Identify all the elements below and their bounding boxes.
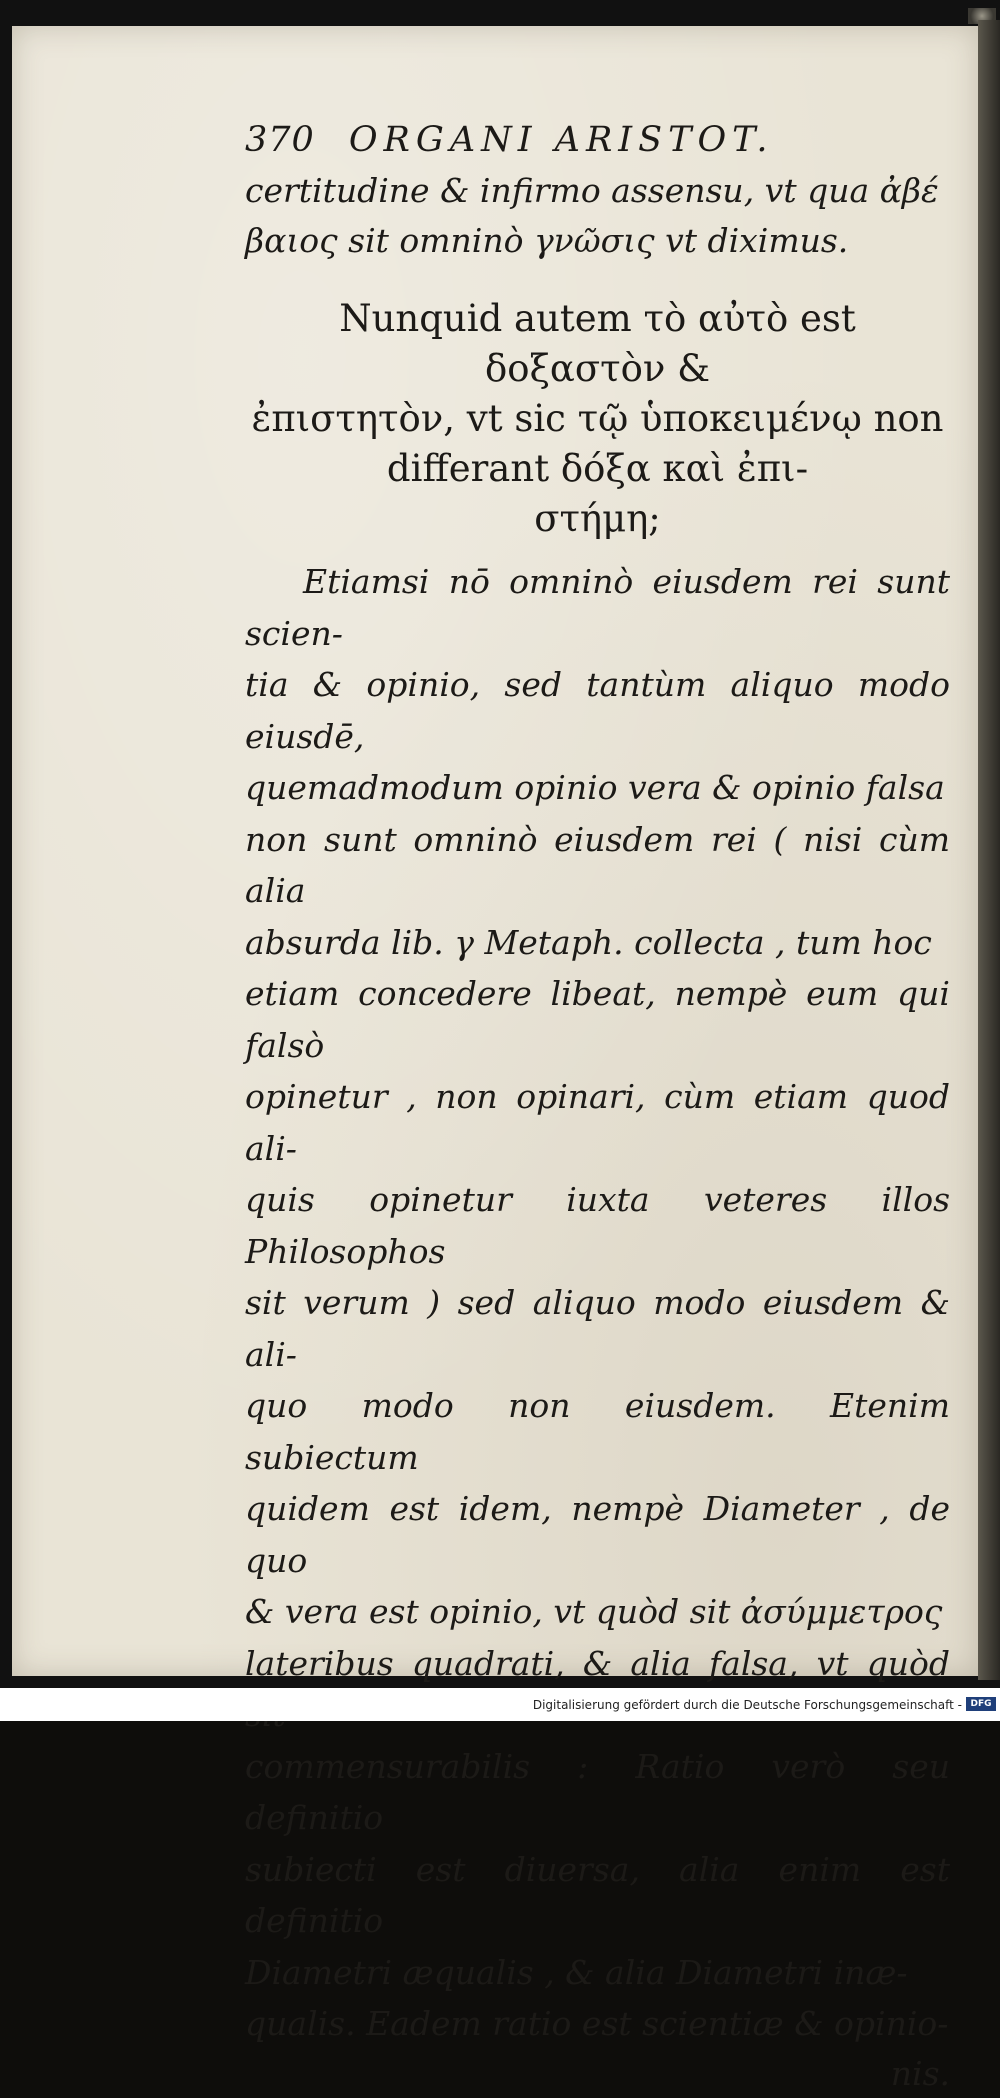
dfg-logo-icon [966,1697,996,1711]
continuation-text [245,166,950,266]
digitization-credit: Digitalisierung gefördert durch die Deutsche Forschungsgemeinschaft - [532,1697,962,1712]
page-header [245,120,950,160]
text-line: & vera est opinio, vt quòd sit ἀσύμμετρος [245,1592,943,1631]
page-number: 370 [245,120,315,160]
text-line: quemadmodum opinio vera & opinio falsa [245,768,945,807]
heading-line: Nunquid autem τὸ αὐτὸ est δοξαστὸν & [339,297,856,390]
text-line: Diametri æqualis , & alia Diametri inæ- [245,1952,908,1992]
text-line: commensurabilis : Ratio verò seu definitio [245,1746,950,1837]
dfg-logo-text: DFG [970,1699,992,1709]
catchword: nis. [890,2053,950,2093]
text-line: tia & opinio, sed tantùm aliquo modo eiusdē, [245,665,950,756]
running-title: ORGANI ARISTOT. [348,120,774,160]
heading-line: differant δόξα καὶ ἐπι- [386,447,809,490]
heading-line: στήμη; [534,497,661,540]
text-line: quidem est idem, nempè Diameter , de quo [245,1489,950,1580]
text-line: non sunt omninò eiusdem rei ( nisi cùm alia [245,819,950,910]
text-line: Etiamsi nō omninò eiusdem rei sunt scien- [245,562,950,653]
text-line: quis opinetur iuxta veteres illos Philosophos [245,1180,950,1271]
page-text [245,120,950,2098]
text-line: lateribus quadrati, & alia falsa, vt quòd [245,1643,950,1683]
heading-line: ἐπιστητὸν, vt sic τῷ ὑποκειμένῳ non [251,397,944,440]
text-line: absurda lib. γ Metaph. collecta , tum hoc [245,922,932,962]
text-line: subiecti est diuersa, alia enim est definitio [245,1849,950,1940]
page-edge [978,20,1000,1680]
text-line: quo modo non eiusdem. Etenim subiectum [245,1386,950,1477]
digitization-credit-bar [0,1688,1000,1721]
text-line: certitudine & infirmo assensu, vt qua ἀβέ [245,171,939,210]
text-line: βαιος sit omninò γνῶσις vt diximus. [245,221,849,260]
text-line: etiam concedere libeat, nempè eum qui falsò [245,974,950,1065]
text-line: qualis. Eadem ratio est scientiæ & opinio- [245,2004,949,2043]
answer-paragraph [245,556,950,2050]
text-line: sit verum ) sed aliquo modo eiusdem & ali- [245,1283,950,1374]
question-heading [245,294,950,544]
text-line: opinetur , non opinari, cùm etiam quod ali- [245,1077,950,1168]
